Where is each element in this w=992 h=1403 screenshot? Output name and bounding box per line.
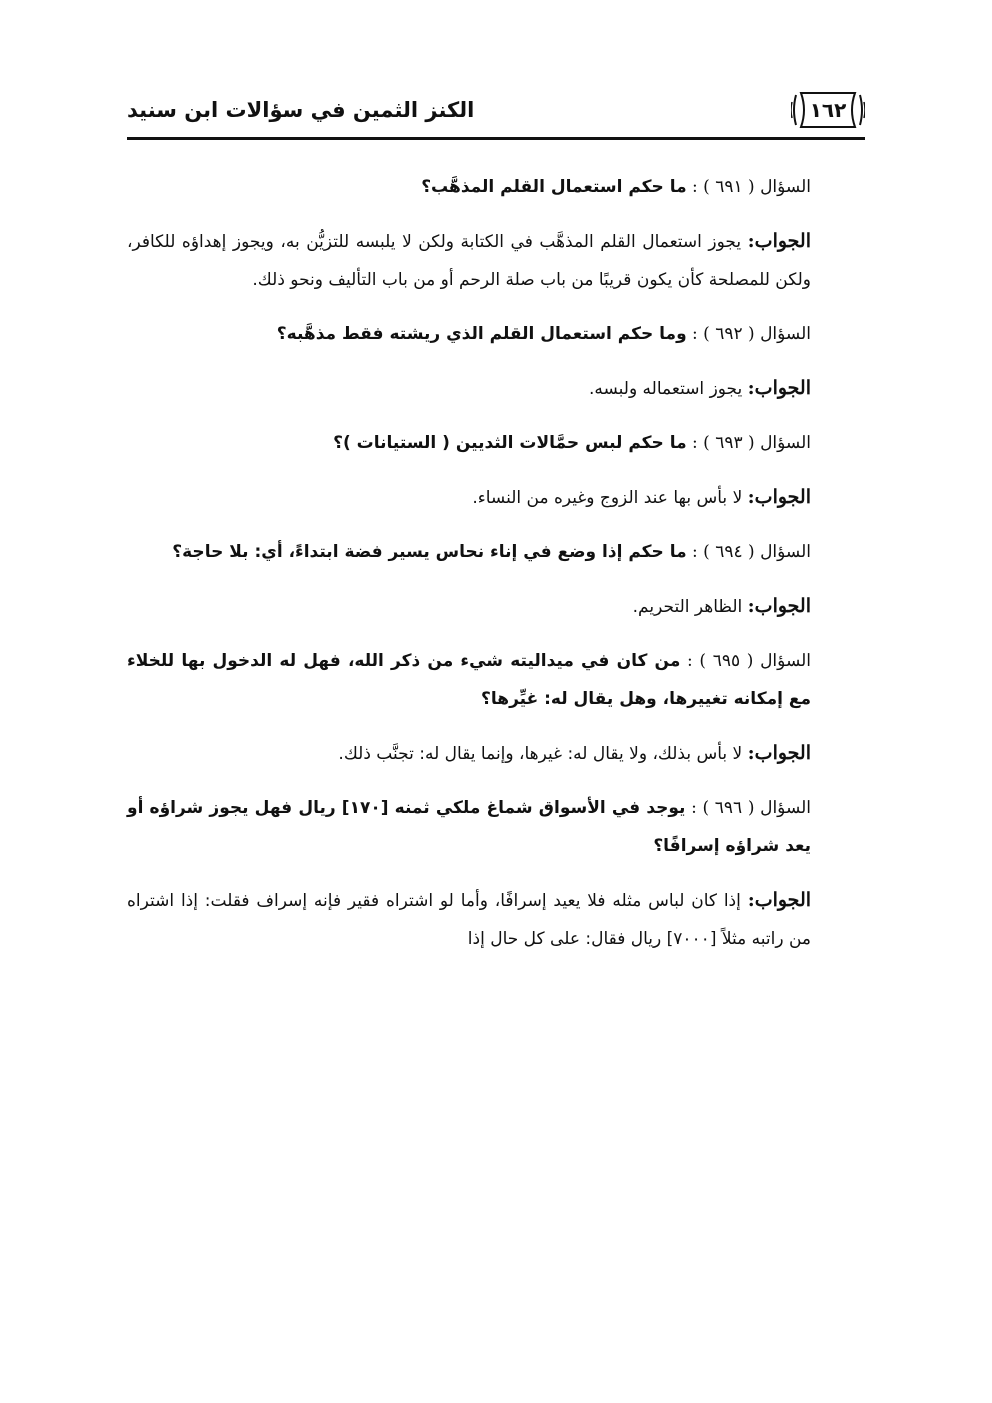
question-label: السؤال ( ٦٩٢ ) : [692,324,811,344]
header-divider [127,137,865,140]
question-text: من كان في ميداليته شيء من ذكر الله، فهل له الدخول بها للخلاء مع إمكانه تغييرها، وهل يقال له: غيِّرها؟ [127,651,811,709]
page-number-frame [791,90,865,130]
question-693 [127,424,865,462]
answer-695 [127,734,865,773]
main-content [127,168,865,974]
answer-text: يجوز استعمال القلم المذهَّب في الكتابة ولكن لا يلبسه للتزيُّن به، ويجوز إهداؤه للكافر، ولكن للمصلحة كأن يكون قريبًا من باب صلة الرحم أو من باب التأليف ونحو ذلك. [127,232,811,290]
book-title: الكنز الثمين في سؤالات ابن سنيد [127,98,475,122]
answer-label: الجواب: [747,742,811,764]
question-label: السؤال ( ٦٩٥ ) : [687,651,812,671]
answer-text: الظاهر التحريم. [632,597,743,617]
answer-text: إذا كان لباس مثله فلا يعيد إسرافًا، وأما لو اشتراه فقير فإنه إسراف فقلت: إذا اشتراه من راتبه مثلاً [٧٠٠٠] ريال فقال: على كل حال إذا [127,891,811,949]
question-text: وما حكم استعمال القلم الذي ريشته فقط مذهَّبه؟ [276,324,687,344]
answer-693 [127,478,865,517]
answer-text: لا بأس بها عند الزوج وغيره من النساء. [472,488,743,508]
page-number: ١٦٢ [809,98,847,122]
question-691 [127,168,865,206]
page-header [127,84,865,136]
question-692 [127,315,865,353]
answer-696 [127,881,865,958]
answer-691 [127,222,865,299]
question-text: ما حكم استعمال القلم المذهَّب؟ [421,177,687,197]
question-text: يوجد في الأسواق شماغ ملكي ثمنه [١٧٠] ريال فهل يجوز شراؤه أو يعد شراؤه إسرافًا؟ [127,798,811,856]
question-text: ما حكم لبس حمَّالات الثديين ( الستيانات )؟ [333,433,687,453]
question-label: السؤال ( ٦٩١ ) : [692,177,811,197]
question-694 [127,533,865,571]
question-label: السؤال ( ٦٩٤ ) : [692,542,811,562]
question-label: السؤال ( ٦٩٦ ) : [691,798,812,818]
answer-label: الجواب: [747,230,811,252]
question-696 [127,789,865,865]
answer-label: الجواب: [747,377,811,399]
answer-label: الجواب: [747,486,811,508]
question-text: ما حكم إذا وضع في إناء نحاس يسير فضة ابتداءً، أي: بلا حاجة؟ [172,542,687,562]
answer-label: الجواب: [747,595,811,617]
question-label: السؤال ( ٦٩٣ ) : [692,433,811,453]
answer-text: لا بأس بذلك، ولا يقال له: غيرها، وإنما يقال له: تجنَّب ذلك. [338,744,743,764]
answer-text: يجوز استعماله ولبسه. [588,379,743,399]
answer-692 [127,369,865,408]
answer-694 [127,587,865,626]
answer-label: الجواب: [747,889,812,911]
question-695 [127,642,865,718]
